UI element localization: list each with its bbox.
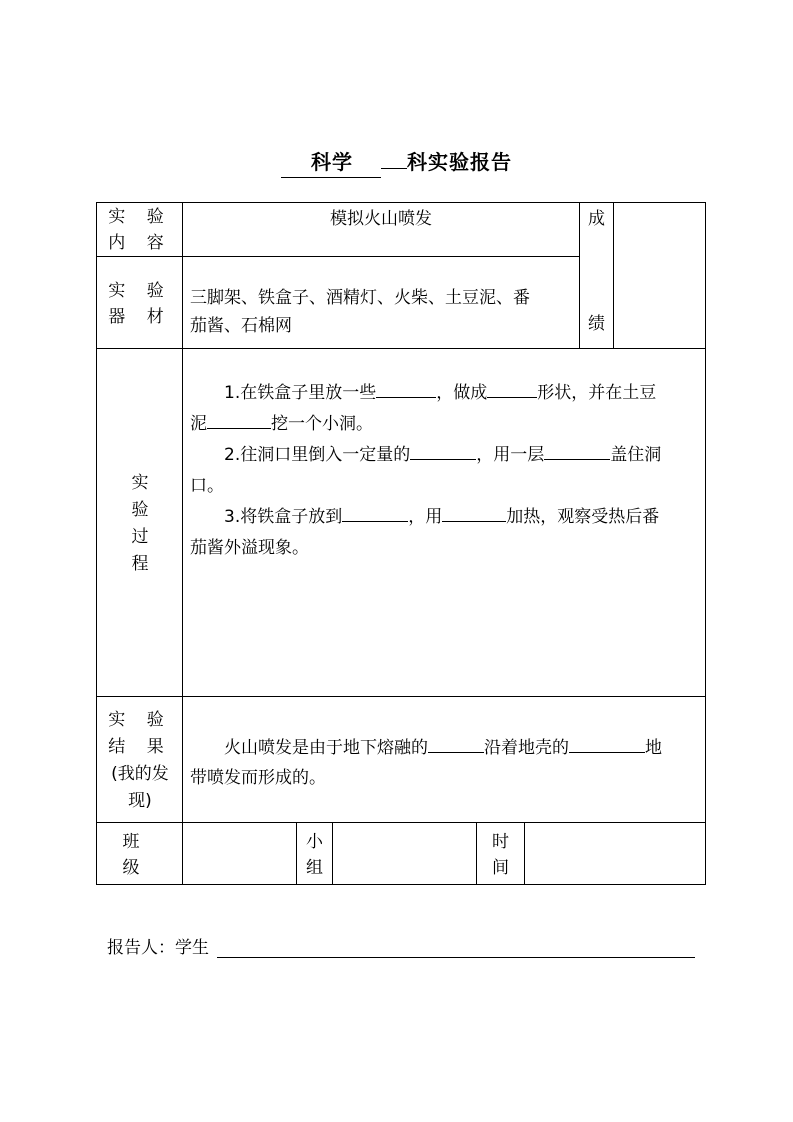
process-step-1 — [190, 378, 700, 440]
materials-line: 三脚架、铁盒子、酒精灯、火柴、土豆泥、番 — [190, 288, 530, 308]
text: 带喷发而形成的。 — [190, 768, 326, 788]
blank — [376, 379, 436, 398]
label-score-bottom: 绩 — [588, 314, 605, 334]
text: 挖一个小洞。 — [271, 414, 373, 434]
label-line: 班 — [122, 832, 140, 852]
materials-line: 茄酱、石棉网 — [190, 316, 292, 336]
table-divider — [524, 822, 525, 885]
text: ，用 — [408, 507, 443, 527]
label-group — [297, 829, 332, 881]
label-line: 结 果 — [108, 737, 172, 757]
reporter-blank — [217, 957, 695, 958]
blank — [569, 734, 645, 753]
label-line: 组 — [306, 858, 323, 878]
result-paragraph — [190, 733, 700, 793]
label-line: 过 — [131, 527, 149, 547]
label-materials — [98, 278, 182, 330]
blank — [410, 441, 476, 460]
label-line: 器 材 — [108, 307, 172, 327]
text: 形状，并在土豆 — [537, 383, 657, 403]
process-steps — [190, 378, 700, 564]
text: 口。 — [190, 476, 224, 496]
materials-value — [190, 284, 576, 340]
label-line: 级 — [122, 858, 140, 878]
reporter-label: 报告人：学生 — [107, 938, 209, 958]
text: 盖住洞 — [610, 445, 662, 465]
blank — [207, 410, 271, 429]
table-border-top — [96, 202, 706, 203]
label-line: 小 — [306, 832, 323, 852]
process-step-2 — [190, 440, 700, 502]
label-line: 内 容 — [108, 233, 172, 253]
label-time — [477, 829, 524, 881]
page-title — [0, 146, 793, 178]
text: 加热，观察受热后番 — [506, 507, 660, 527]
label-content — [98, 204, 182, 256]
label-line: 间 — [492, 858, 509, 878]
process-step-3 — [190, 502, 700, 564]
table-divider — [96, 348, 706, 349]
text-wrap — [156, 409, 373, 440]
label-score-top: 成 — [588, 209, 605, 229]
label-line: 验 — [131, 500, 149, 520]
title-suffix: 科实验报告 — [407, 150, 512, 174]
subject-blank: 科学 — [281, 146, 381, 178]
table-border-right — [705, 202, 706, 885]
label-line: 实 验 — [108, 207, 172, 227]
text: 1.在铁盒子里放一些 — [224, 383, 377, 403]
table-border-left — [96, 202, 97, 885]
text: ，用一层 — [476, 445, 545, 465]
text: 3.将铁盒子放到 — [224, 507, 343, 527]
table-divider — [96, 696, 706, 697]
result-text — [190, 733, 700, 793]
text: 火山喷发是由于地下熔融的 — [224, 738, 428, 758]
text: 地 — [645, 738, 662, 758]
label-line: 实 验 — [108, 281, 172, 301]
table-divider — [96, 256, 579, 257]
label-class — [98, 829, 164, 881]
table-divider — [96, 822, 706, 823]
table-divider — [332, 822, 333, 885]
content-value: 模拟火山喷发 — [330, 209, 432, 229]
blank — [442, 503, 506, 522]
text: 沿着地壳的 — [484, 738, 569, 758]
label-line: 时 — [492, 832, 509, 852]
blank — [544, 441, 610, 460]
blank — [487, 379, 537, 398]
label-line: 程 — [131, 554, 149, 574]
text: ，做成 — [436, 383, 488, 403]
title-gap — [381, 166, 407, 169]
table-border-bottom — [96, 884, 706, 885]
table-divider — [613, 202, 614, 349]
blank — [342, 503, 408, 522]
text: 茄酱外溢现象。 — [190, 538, 309, 558]
text: 泥 — [190, 414, 207, 434]
blank — [428, 734, 484, 753]
label-result — [98, 707, 182, 815]
label-line: 现) — [128, 791, 152, 811]
text: 2.往洞口里倒入一定量的 — [224, 445, 411, 465]
label-line: 实 — [131, 473, 149, 493]
label-line: 实 验 — [108, 710, 172, 730]
label-line: (我的发 — [111, 764, 169, 784]
